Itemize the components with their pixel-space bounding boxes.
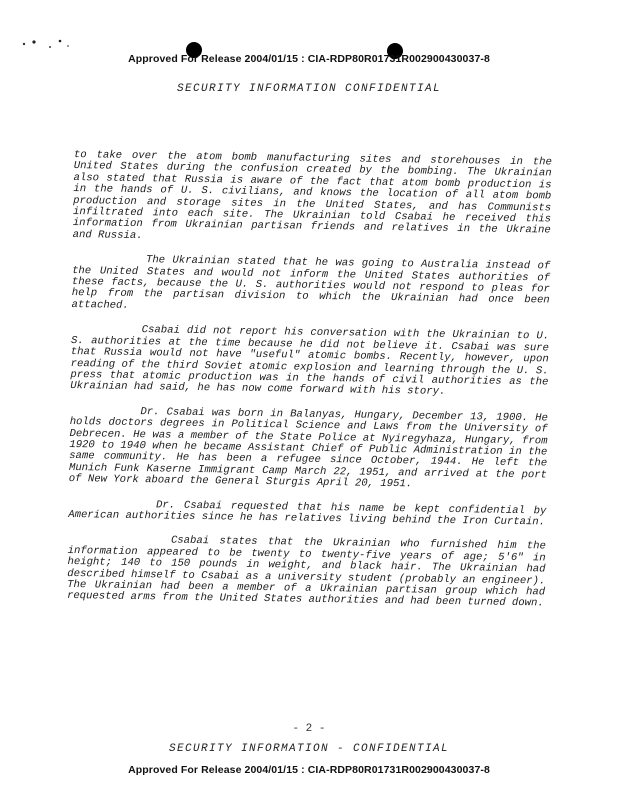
paragraph-2: The Ukrainian stated that he was going to Australia instead of the United States and would not inform the United States authorities of these facts, because the U. S. authorities would not respond to pleas for help from the partisan division to which the Ukrainian had once been attached. (71, 253, 557, 312)
page-number: - 2 - (292, 723, 326, 735)
paragraph-4: Dr. Csabai was born in Balanyas, Hungary, December 13, 1900. He holds doctors degrees in Political Science and Laws from the University of Debrecen. He was a member of the State Police at Nyiregyhaza, Hungary, from 1920 to 1940 when he became Assistant Chief of Public Administration in the same community. He has been a refugee since October, 1944. He left the Munich Funk Kaserne Immigrant Camp March 22, 1951, and arrived at the port of New York aboard the General Sturgis April 20, 1951. (68, 404, 555, 491)
paragraph-1: to take over the atom bomb manufacturing sites and storehouses in the United States during the confusion created by the bombing. The Ukrainian also stated that Russia is aware of the fact that atom bomb production is in the hands of U. S. civilians, and knows the location of all atom bomb production and storage sites in the United States, and has Communists infiltrated into each site. The Ukrainian told Csabai he received this information from Ukrainian partisan friends and relatives in the Ukraine and Russia. (72, 149, 559, 242)
paragraph-5: Dr. Csabai requested that his name be kept confidential by American authorities since he has relatives living behind the Iron Curtain. (68, 497, 553, 529)
release-header: Approved For Release 2004/01/15 : CIA-RDP80R01731R002900430037-8 (128, 53, 490, 65)
classification-bottom: SECURITY INFORMATION - CONFIDENTIAL (168, 743, 450, 755)
document-body (66, 149, 559, 623)
scan-speck-marks (20, 38, 80, 52)
paragraph-3: Csabai did not report his conversation with the Ukrainian to U. S. authorities at the time because he did not believe it. Csabai was sure that Russia would not have "useful" atomic bombs. Recently, however, upon reading of the third Soviet atomic explosion and learning through the U. S. press that atomic production was in the hands of civil authorities as the Ukrainian had said, he has now come forward with his story. (70, 323, 556, 399)
release-footer: Approved For Release 2004/01/15 : CIA-RDP80R01731R002900430037-8 (128, 764, 490, 776)
classification-top: SECURITY INFORMATION CONFIDENTIAL (176, 83, 442, 95)
paragraph-6: Csabai states that the Ukrainian who furnished him the information appeared to be twenty to twenty-five years of age; 5'6" in height; 140 to 150 pounds in weight, and black hair. The Ukrainian had described himself to Csabai as a university student (probably an engineer). The Ukrainian had been a member of a Ukrainian partisan group which had requested arms from the United States authorities and had been turned down. (66, 533, 553, 610)
